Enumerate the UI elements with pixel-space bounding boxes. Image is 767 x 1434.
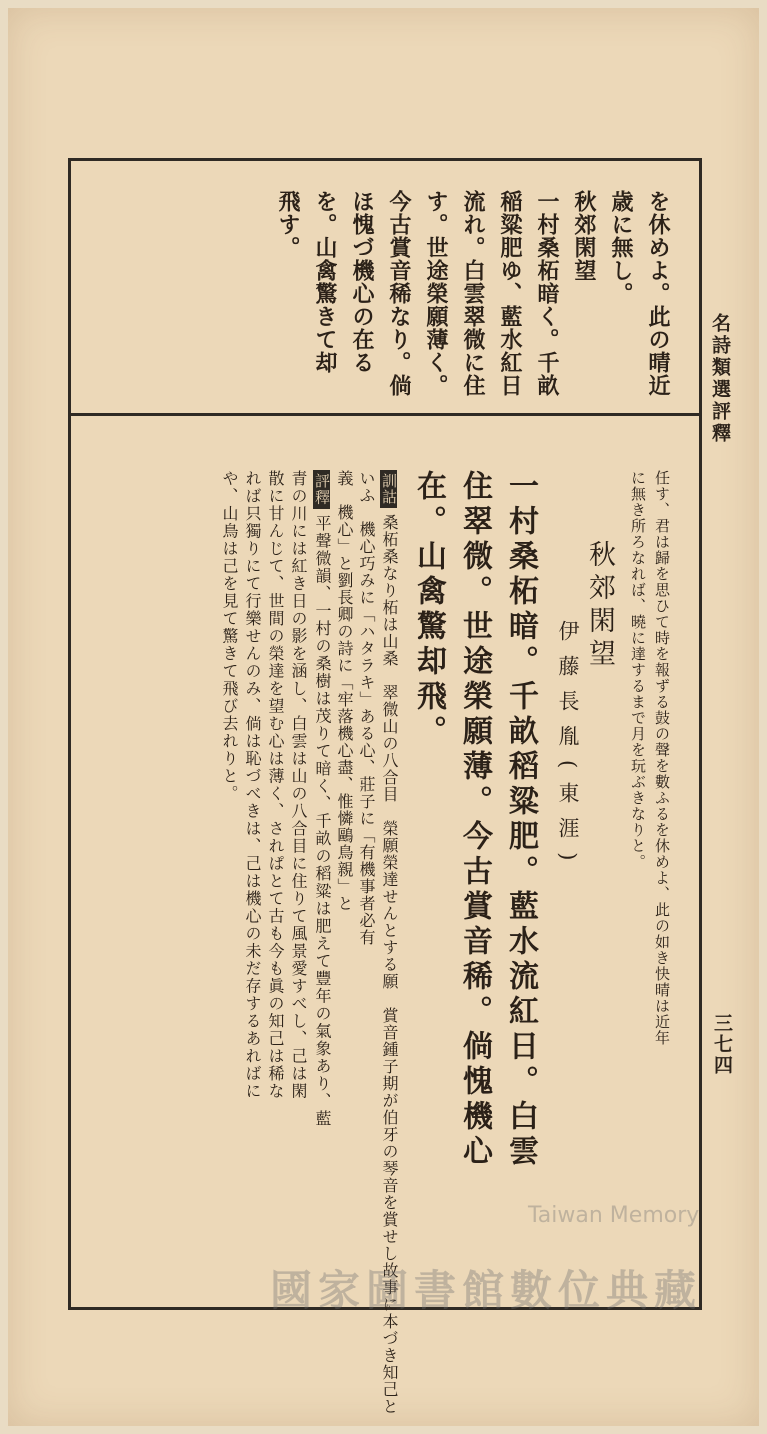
gloss-line: いふ 機心巧みに「ハタラキ」ある心、莊子に「有機事者必有 xyxy=(357,470,376,946)
book-page xyxy=(8,8,759,1426)
comment-text: 平聲微韻、一村の桑樹は茂りて暗く、千畝の稻粱は肥えて豐年の氣象あり、藍 xyxy=(313,515,332,1128)
upper-column: 稲粱肥ゆ、藍水紅日 xyxy=(497,190,523,397)
comment-line xyxy=(313,470,330,1300)
upper-column: を休めよ。此の晴近 xyxy=(645,190,671,397)
comment-label: 評釋 xyxy=(313,470,330,509)
poem-line: 一村桑柘暗。千畝稻粱肥。藍水流紅日。白雲 xyxy=(503,470,538,1170)
upper-column: 今古賞音稀なり。倘 xyxy=(386,190,412,397)
poem-author: 伊藤長胤(東涯) xyxy=(556,620,580,875)
upper-column: 飛す。 xyxy=(275,190,301,259)
poem-line: 住翠微。世途榮願薄。今古賞音稀。倘愧機心 xyxy=(457,470,492,1170)
running-head: 名詩類選評釋 xyxy=(709,313,731,445)
gloss-text: 桑柘桑なり柘は山桑 翠微山の八合目 榮願榮達せんとする願 賞音鍾子期が伯牙の琴音を賞せし故事に本づき知己と xyxy=(380,514,399,1415)
lower-section xyxy=(214,470,671,1415)
watermark-english: Taiwan Memory xyxy=(528,1203,700,1228)
gloss-line: 義 機心」と劉長卿の詩に「牢落機心盡、惟憐鷗鳥親」と xyxy=(335,470,354,912)
upper-column: す。世途榮願薄く。 xyxy=(423,190,449,397)
upper-column: 秋郊閑望 xyxy=(571,190,597,282)
upper-column: を。山禽驚きて却 xyxy=(312,190,338,374)
upper-section xyxy=(277,190,669,405)
upper-column: ほ愧づ機心の在る xyxy=(349,190,375,374)
prev-note-line: に無き所ろなれば、曉に達するまで月を玩ぶきなりと。 xyxy=(629,470,647,870)
comment-line: 青の川には紅き日の影を涵し、白雲は山の八合目に住りて風景愛すべし、己は閑 xyxy=(289,470,308,1100)
comment-line: や、山鳥は己を見て驚きて飛び去れりと。 xyxy=(220,470,239,803)
upper-column: 流れ。白雲翠微に住 xyxy=(460,190,486,397)
prev-note-line: 任す、君は歸を思ひて時を報ずる鼓の聲を數ふるを休めよ、此の如き快晴は近年 xyxy=(653,470,671,1046)
gloss-line xyxy=(380,470,399,1415)
comment-line: 散に甘んじて、世間の榮達を望む心は薄く、されぱとて古も今も眞の知己は稀な xyxy=(266,470,285,1100)
page-number: 三七四 xyxy=(711,1013,733,1076)
section-divider xyxy=(68,413,702,416)
comment-line: れば只獨りにて行樂せんのみ、倘は恥づべきは、己は機心の未だ存するあればに xyxy=(243,470,262,1100)
gloss-label: 訓詁 xyxy=(380,470,397,508)
watermark-chinese: 國家圖書館數位典藏 xyxy=(270,1266,703,1315)
upper-column: 一村桑柘暗く。千畝 xyxy=(534,190,560,397)
poem-line: 在。山禽驚却飛。 xyxy=(411,470,446,750)
upper-column: 歳に無し。 xyxy=(608,190,634,305)
poem-title: 秋郊閑望 xyxy=(584,540,615,672)
